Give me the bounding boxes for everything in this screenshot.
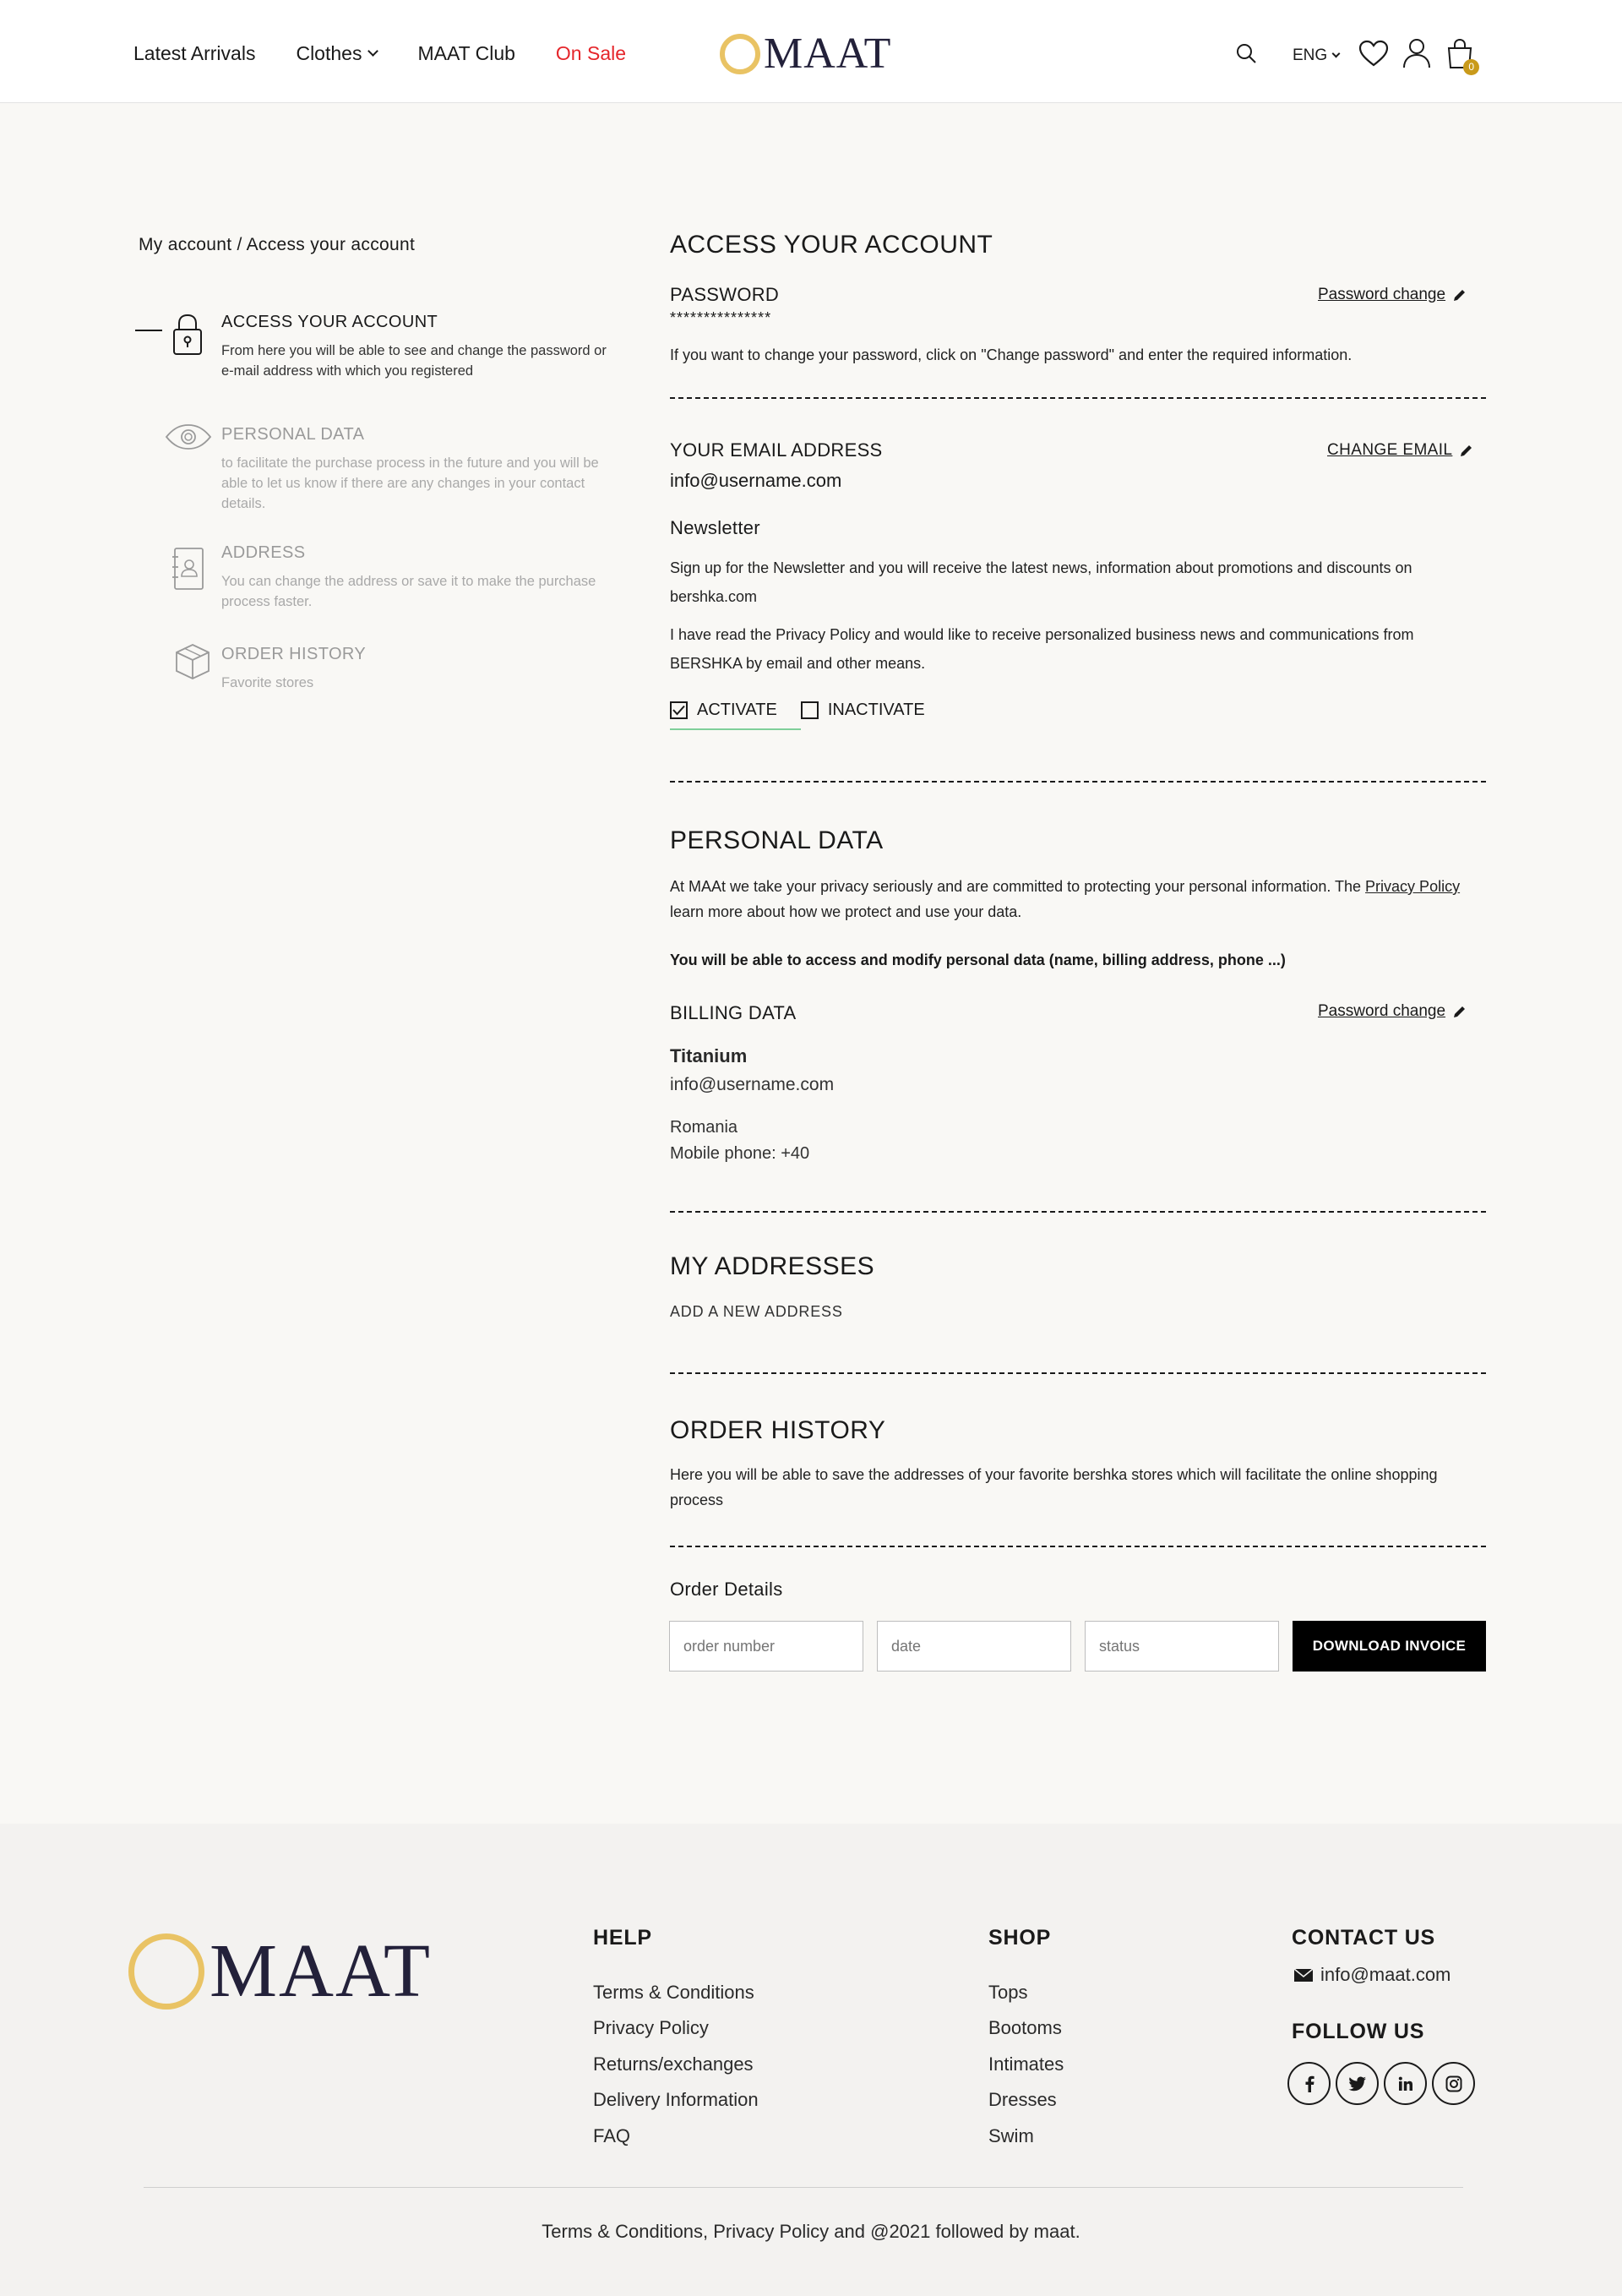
footer-help-column <box>593 1926 652 1950</box>
password-hint: If you want to change your password, click on "Change password" and enter the required information. <box>670 346 1353 363</box>
footer-divider <box>144 2187 1463 2188</box>
chevron-down-icon <box>1332 49 1341 57</box>
access-heading: ACCESS YOUR ACCOUNT <box>670 231 993 259</box>
footer-heading: HELP <box>593 1926 652 1950</box>
newsletter-label: Newsletter <box>670 517 760 538</box>
sidebar-item-desc: From here you will be able to see and change the password or e-mail address with which you registered <box>221 343 607 379</box>
sidebar-item-personal-data[interactable] <box>221 425 618 514</box>
billing-change-link[interactable] <box>1318 1002 1467 1021</box>
sidebar-item-title: ACCESS YOUR ACCOUNT <box>221 313 438 331</box>
newsletter-text-1: Sign up for the Newsletter and you will receive the latest news, information about promotions and discounts on bershka.com <box>670 559 1412 605</box>
facebook-button[interactable] <box>1287 2062 1331 2105</box>
footer-link-intimates[interactable]: Intimates <box>988 2053 1064 2075</box>
pencil-icon <box>1452 287 1467 303</box>
mail-icon <box>1293 1968 1314 1982</box>
sidebar-item-access-account[interactable] <box>221 313 618 381</box>
password-mask: *************** <box>670 309 772 326</box>
sidebar-item-desc: You can change the address or save it to make the purchase process faster. <box>221 574 596 609</box>
footer-link-returns[interactable]: Returns/exchanges <box>593 2053 754 2075</box>
header-logo[interactable] <box>720 32 891 76</box>
footer-link-bootoms[interactable]: Bootoms <box>988 2017 1062 2038</box>
eye-icon <box>164 423 213 455</box>
sidebar-item-address[interactable] <box>221 543 618 612</box>
nav-label: Clothes <box>296 42 362 64</box>
nav-label: MAAT Club <box>417 42 515 64</box>
contact-email-link[interactable] <box>1293 1964 1451 1986</box>
email-label: YOUR EMAIL ADDRESS <box>670 439 883 461</box>
email-value: info@username.com <box>670 470 842 491</box>
footer-link-dresses[interactable]: Dresses <box>988 2089 1057 2110</box>
sidebar-item-desc: to facilitate the purchase process in the future and you will be able to let us know if there are any changes in your contact details. <box>221 455 599 511</box>
section-divider <box>670 781 1486 783</box>
footer-link-terms[interactable]: Terms & Conditions <box>593 1982 754 2003</box>
privacy-text-part: At MAAt we take your privacy seriously and are committed to protecting your personal information. The <box>670 878 1366 895</box>
instagram-icon <box>1445 2075 1462 2092</box>
header-actions <box>1235 37 1474 74</box>
nav-maat-club[interactable] <box>417 42 514 65</box>
orders-text: Here you will be able to save the addresses of your favorite bershka stores which will facilitate the online shopping process <box>670 1466 1438 1508</box>
privacy-policy-link[interactable]: Privacy Policy <box>1365 878 1461 895</box>
logo-ring-icon <box>720 34 760 74</box>
checkbox-empty-icon <box>801 701 819 719</box>
inactivate-checkbox[interactable] <box>801 701 925 720</box>
section-divider <box>670 1546 1486 1547</box>
billing-country: Romania <box>670 1118 738 1137</box>
orders-heading: ORDER HISTORY <box>670 1416 886 1444</box>
nav-on-sale[interactable] <box>556 42 626 65</box>
box-icon <box>174 642 211 685</box>
social-links <box>1287 2062 1480 2105</box>
contact-email-text: info@maat.com <box>1320 1964 1451 1985</box>
nav-clothes[interactable] <box>296 42 377 65</box>
cart-count-badge: 0 <box>1463 59 1479 75</box>
order-status-input[interactable] <box>1085 1621 1279 1672</box>
site-header <box>0 0 1622 103</box>
search-icon[interactable] <box>1235 42 1257 68</box>
order-number-input[interactable] <box>669 1621 863 1672</box>
billing-email: info@username.com <box>670 1075 835 1094</box>
language-select[interactable] <box>1293 46 1339 65</box>
password-change-link[interactable] <box>1318 286 1467 304</box>
user-icon[interactable] <box>1402 37 1432 74</box>
footer-heading: CONTACT US <box>1292 1926 1436 1950</box>
password-label: PASSWORD <box>670 284 780 305</box>
sidebar-item-title: ADDRESS <box>221 543 306 562</box>
pencil-icon <box>1452 1004 1467 1019</box>
footer-heading: SHOP <box>988 1926 1052 1950</box>
sidebar-item-title: ORDER HISTORY <box>221 645 367 663</box>
personal-heading: PERSONAL DATA <box>670 826 884 854</box>
footer-contact-column <box>1292 1926 1435 1950</box>
logo-wordmark: MAAT <box>764 30 892 78</box>
privacy-text <box>670 874 1486 924</box>
section-divider <box>670 1372 1486 1374</box>
linkedin-button[interactable] <box>1384 2062 1427 2105</box>
twitter-button[interactable] <box>1336 2062 1379 2105</box>
link-label: CHANGE EMAIL <box>1327 441 1453 459</box>
newsletter-text-2: I have read the Privacy Policy and would like to receive personalized business news and communications from BERSHKA by email and other means. <box>670 626 1414 672</box>
language-label: ENG <box>1293 46 1328 64</box>
footer-link-swim[interactable]: Swim <box>988 2125 1034 2146</box>
chevron-down-icon <box>368 46 379 57</box>
footer-link-faq[interactable]: FAQ <box>593 2125 631 2146</box>
footer-heading: FOLLOW US <box>1292 2020 1425 2043</box>
twitter-icon <box>1348 2076 1367 2091</box>
footer-shop-column <box>988 1926 1051 1950</box>
active-indicator <box>135 330 162 331</box>
sidebar-item-desc: Favorite stores <box>221 675 314 690</box>
order-date-input[interactable] <box>877 1621 1071 1672</box>
newsletter-options <box>670 701 925 720</box>
checkbox-label: INACTIVATE <box>827 701 925 719</box>
link-label: Password change <box>1318 1002 1446 1020</box>
facebook-icon <box>1304 2075 1315 2093</box>
instagram-button[interactable] <box>1432 2062 1475 2105</box>
linkedin-icon <box>1398 2076 1413 2091</box>
sidebar-item-title: PERSONAL DATA <box>221 425 365 444</box>
link-label: Password change <box>1318 286 1446 303</box>
download-invoice-button[interactable]: DOWNLOAD INVOICE <box>1293 1621 1486 1672</box>
addresses-heading: MY ADDRESSES <box>670 1252 875 1280</box>
order-details-label: Order Details <box>670 1579 783 1600</box>
section-divider <box>670 397 1486 399</box>
section-divider <box>670 1211 1486 1213</box>
personal-data-note: You will be able to access and modify personal data (name, billing address, phone ...) <box>670 952 1286 968</box>
checkbox-checked-icon <box>670 701 688 719</box>
footer-follow-heading-wrap <box>1292 2020 1424 2044</box>
main-nav <box>133 42 667 65</box>
pencil-icon <box>1459 443 1474 458</box>
nav-label: Latest Arrivals <box>133 42 256 64</box>
change-email-link[interactable] <box>1327 441 1474 460</box>
footer-logo[interactable] <box>128 1929 433 2013</box>
address-book-icon <box>171 546 206 596</box>
billing-phone: Mobile phone: +40 <box>670 1144 810 1163</box>
active-option-underline <box>670 728 801 730</box>
footer-link-privacy[interactable]: Privacy Policy <box>593 2017 709 2038</box>
activate-checkbox[interactable] <box>670 701 777 720</box>
breadcrumb: My account / Access your account <box>139 235 416 254</box>
logo-wordmark: MAAT <box>210 1929 433 2013</box>
cart-button[interactable] <box>1445 37 1474 74</box>
sidebar-item-order-history[interactable] <box>221 645 618 693</box>
lock-icon <box>171 313 204 361</box>
checkbox-label: ACTIVATE <box>697 701 777 719</box>
footer-link-tops[interactable]: Tops <box>988 1982 1028 2003</box>
logo-ring-icon <box>128 1933 204 2010</box>
add-address-link[interactable]: ADD A NEW ADDRESS <box>670 1303 843 1320</box>
privacy-text-part: learn more about how we protect and use your data. <box>670 903 1022 920</box>
footer-link-delivery[interactable]: Delivery Information <box>593 2089 759 2110</box>
nav-latest-arrivals[interactable] <box>133 42 255 65</box>
billing-label: BILLING DATA <box>670 1002 797 1023</box>
nav-label: On Sale <box>555 42 627 64</box>
heart-icon[interactable] <box>1358 39 1390 72</box>
billing-name: Titanium <box>670 1045 748 1066</box>
copyright-text: Terms & Conditions, Privacy Policy and @2021 followed by maat. <box>542 2221 1080 2242</box>
